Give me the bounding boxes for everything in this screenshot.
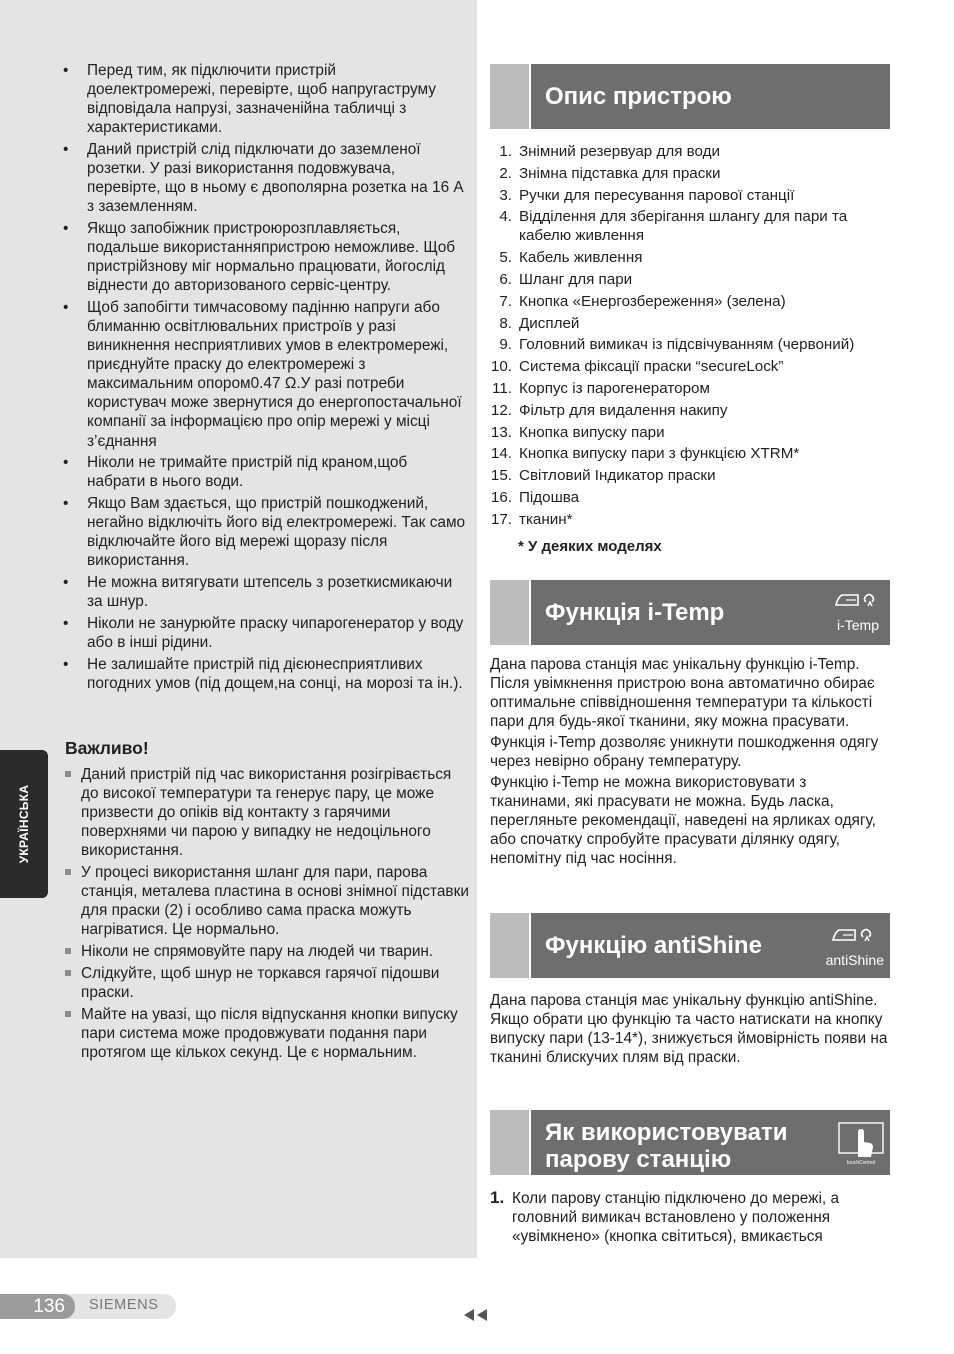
paragraph: Функцію i-Temp не можна використовувати з тканинами, які прасувати не можна. Будь ласка, перегляньте рекомендації, наведені на ярликах одягу, або спочатку спробуйте прасувати ділянку одягу, непомітну під час носіння. — [490, 773, 876, 868]
paragraph: Функція i-Temp дозволяє уникнути пошкодження одягу через невірно обрану температуру. — [490, 733, 879, 771]
iron-steam-icon — [829, 927, 881, 947]
brand-name: SIEMENS — [89, 1297, 159, 1313]
item-number: 15. — [490, 467, 512, 485]
usage-step — [490, 1189, 890, 1246]
item-text: Відділення для зберігання шлангу для пари та кабелю живлення — [519, 208, 848, 245]
section-header-usage — [490, 1110, 890, 1175]
list-item: • Не можна витягувати штепсель з розеткисмикаючи за шнур. — [62, 573, 468, 611]
item-text: Корпус із парогенератором — [519, 379, 710, 397]
section-title: Як використовувати парову станцію — [545, 1119, 788, 1173]
section-header-antishine — [490, 913, 890, 978]
list-item: • Ніколи не занурюйте праску чипарогенератор у воду або в інші рідини. — [62, 614, 468, 652]
section-header-itemp — [490, 580, 890, 645]
step-number: 1. — [490, 1188, 505, 1207]
item-number: 1. — [499, 143, 512, 160]
page-number: 136 — [0, 1294, 75, 1319]
parts-list-item — [490, 142, 890, 161]
step-text: Коли парову станцію підключено до мережі, а головний вимикач встановлено у положення «увімкнено» (кнопка світиться), вмикається — [512, 1190, 840, 1246]
item-text: Кнопка випуску пари з функцією XTRM* — [519, 445, 800, 463]
parts-list-item — [490, 401, 890, 420]
item-text: Кнопка випуску пари — [519, 423, 665, 441]
language-tab-label: УКРАЇНСЬКА — [17, 784, 31, 864]
item-number: 8. — [499, 314, 512, 332]
parts-list-item — [490, 314, 890, 333]
list-item: Майте на увазі, що після відпускання кнопки випуску пари система може продовжувати подання пари протягом ще кількох секунд. Це є нормальним. — [65, 1005, 470, 1062]
paragraph: Дана парова станція має унікальну функцію i-Temp. Після увімкнення пристрою вона автоматично обирає оптимальне співвідношення температури та кількості пари для будь-якої тканини, яку можна прасувати. — [490, 656, 875, 731]
item-text: Знімна підставка для праски — [519, 164, 721, 182]
item-text: Фільтр для видалення накипу — [519, 401, 728, 419]
parts-list-item — [490, 357, 890, 376]
important-list — [65, 765, 470, 1064]
item-number: 11. — [492, 379, 512, 397]
svg-text:touchControl: touchControl — [846, 1160, 876, 1166]
parts-list-item — [490, 292, 890, 311]
list-item: • Якщо Вам здається, що пристрій пошкоджений, негайно відключіть його від електромережі. Так само відключайте його від мережі щоразу після використання. — [62, 494, 468, 570]
paragraph: Дана парова станція має унікальну функцію antiShine. Якщо обрати цю функцію та часто натискати на кнопку випуску пари (13-14*), знижується ймовірність появи на тканині блискучих плям від праски. — [490, 992, 888, 1067]
safety-bullet-list — [62, 61, 468, 695]
item-text: Шланг для пари — [519, 270, 633, 288]
section-title: Функція i-Temp — [545, 599, 725, 626]
item-text: Підошва — [519, 488, 580, 506]
parts-list-item — [490, 423, 890, 442]
parts-list-item — [490, 379, 890, 398]
list-item: • Якщо запобіжник пристроюрозплавляється, подальше використанняпристрою неможливе. Щоб пристрійзнову міг нормально працювати, йогослід віднести до авторизованого сервіс-центру. — [62, 219, 468, 295]
item-number: 9. — [499, 336, 512, 354]
item-text: Знімний резервуар для води — [519, 143, 720, 160]
important-heading: Важливо! — [65, 738, 149, 758]
parts-list-item — [490, 248, 890, 267]
list-item: У процесі використання шланг для пари, парова станція, металева пластина в основі знімної підставки для праски (2) і особливо сама праска можуть нагріватися. Це нормально. — [65, 863, 470, 939]
list-item: • Не залишайте пристрій під дієюнесприятливих погодних умов (під дощем,на сонці, на морозі та ін.). — [62, 655, 468, 693]
list-item: Ніколи не спрямовуйте пару на людей чи тварин. — [65, 942, 470, 961]
antishine-icon-label: antiShine — [825, 952, 884, 968]
item-number: 12. — [490, 401, 512, 419]
parts-list-item — [490, 466, 890, 485]
itemp-text — [490, 655, 890, 870]
itemp-icon-label: i-Temp — [836, 617, 879, 633]
item-text: Кнопка «Енергозбереження» (зелена) — [519, 292, 786, 310]
page-nav-arrows[interactable] — [463, 1308, 489, 1327]
item-text: тканин* — [519, 510, 573, 528]
parts-list-item — [490, 207, 890, 245]
item-number: 14. — [490, 445, 512, 463]
double-left-arrow-icon[interactable] — [463, 1308, 489, 1322]
antishine-text — [490, 991, 890, 1069]
parts-list-item — [490, 164, 890, 183]
parts-list-item — [490, 270, 890, 289]
list-item: • Щоб запобігти тимчасовому падінню напруги або блиманню освітлювальних пристроїв у разі виникнення несприятливих умов в електромережі, приєднуйте праску до електромережі з максимальним опором0.47 Ω.У разі потреби користувач може звернутися до енергопостачальної компанії за інформацією про опір мережі у місці з’єднання — [62, 298, 468, 451]
item-number: 3. — [499, 186, 512, 204]
parts-list — [490, 142, 890, 532]
touch-hand-icon — [838, 1122, 884, 1166]
item-number: 16. — [490, 488, 512, 506]
item-number: 10. — [490, 358, 512, 376]
itemp-icon — [832, 592, 884, 634]
parts-list-item — [490, 186, 890, 205]
language-tab — [0, 750, 48, 898]
parts-list-item — [490, 335, 890, 354]
models-note: * У деяких моделях — [518, 538, 662, 555]
iron-steam-icon — [832, 592, 884, 612]
parts-list-item — [490, 488, 890, 507]
item-number: 6. — [499, 270, 512, 288]
section-title: Опис пристрою — [545, 83, 732, 110]
touch-control-icon — [838, 1122, 884, 1170]
list-item: • Даний пристрій слід підключати до заземленої розетки. У разі використання подовжувача, перевірте, що в ньому є двополярна розетка на 16 А з заземленням. — [62, 140, 468, 216]
list-item: • Перед тим, як підключити пристрій доелектромережі, перевірте, щоб напругаструму відповідала напрузі, зазначенійна табличці з характеристиками. — [62, 61, 468, 137]
item-number: 2. — [499, 164, 512, 182]
parts-list-item — [490, 444, 890, 463]
item-number: 17. — [490, 510, 512, 528]
item-number: 4. — [499, 208, 512, 226]
item-text: Кабель живлення — [519, 249, 643, 267]
parts-list-item — [490, 510, 890, 529]
item-number: 13. — [490, 423, 512, 441]
section-title: Функцію antiShine — [545, 932, 762, 959]
item-text: Головний вимикач із підсвічуванням (червоний) — [519, 336, 855, 354]
item-text: Система фіксації праски “secureLock” — [519, 358, 784, 376]
item-number: 7. — [499, 292, 512, 310]
list-item: • Ніколи не тримайте пристрій під краном,щоб набрати в нього води. — [62, 453, 468, 491]
item-text: Світловий Індикатор праски — [519, 467, 716, 485]
item-number: 5. — [499, 249, 512, 267]
item-text: Ручки для пересування парової станції — [519, 186, 795, 204]
list-item: Даний пристрій під час використання розігрівається до високої температури та генерує пару, це може призвести до опіків від контакту з гарячими поверхнями чи парою у випадку не недоцільного використання. — [65, 765, 470, 860]
item-text: Дисплей — [519, 314, 580, 332]
list-item: Слідкуйте, щоб шнур не торкався гарячої підошви праски. — [65, 964, 470, 1002]
section-header-description — [490, 64, 890, 129]
antishine-icon — [826, 927, 884, 969]
